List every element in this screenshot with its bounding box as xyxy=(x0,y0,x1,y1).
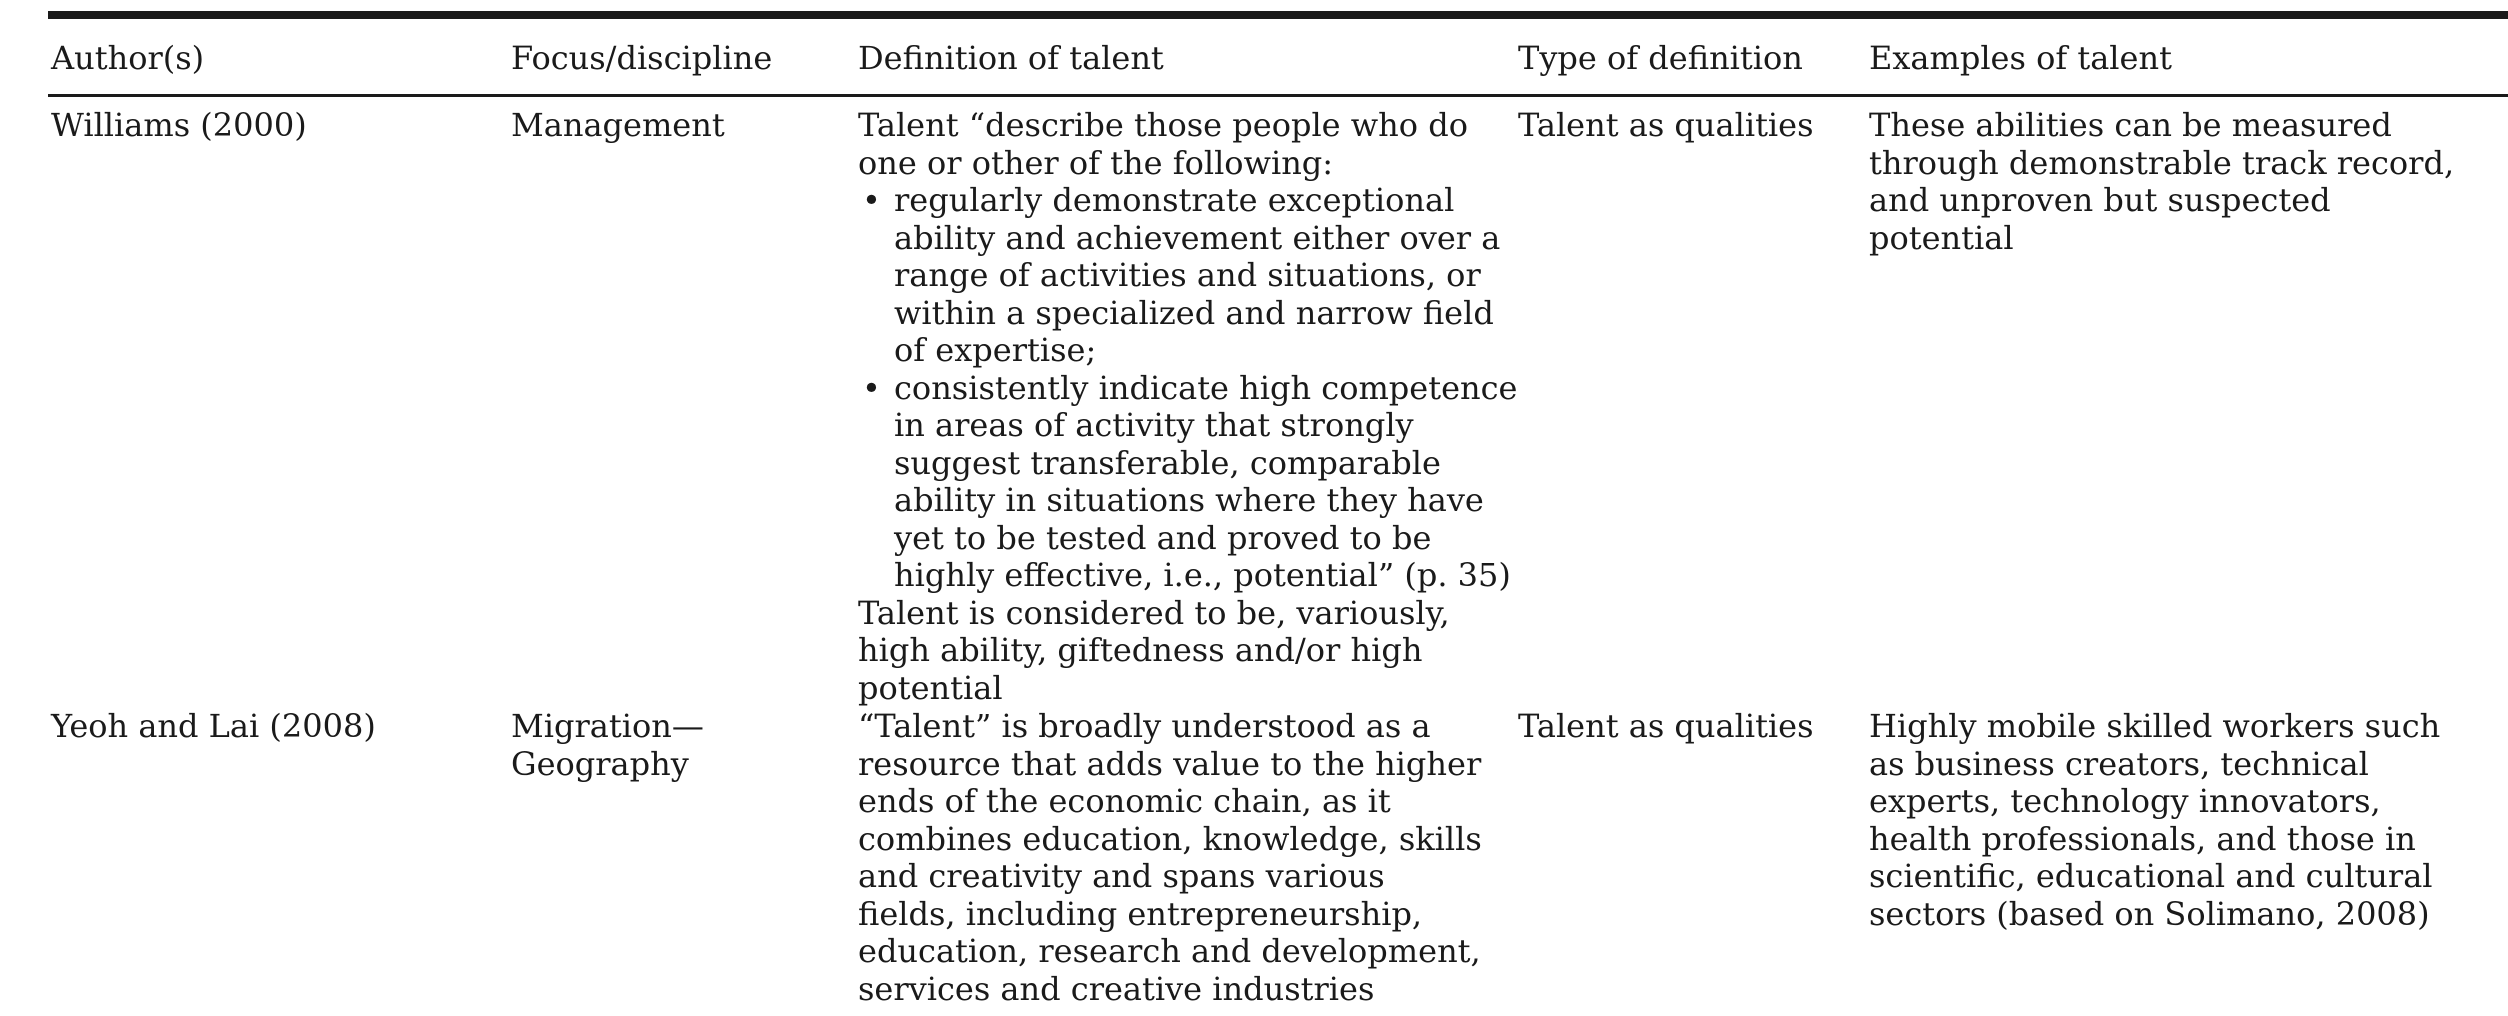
definition-line: education, research and development, xyxy=(858,932,1481,970)
row-1-definition xyxy=(858,107,1517,707)
definition-line: fields, including entrepreneurship, xyxy=(858,894,1423,933)
definition-line: consistently indicate high competence xyxy=(894,368,1518,407)
examples-line: as business creators, technical xyxy=(1869,744,2369,783)
bullet-marker: • xyxy=(862,181,881,219)
header-type: Type of definition xyxy=(1518,39,1803,77)
row-2-definition xyxy=(858,708,1482,1008)
row-1-focus-line: Management xyxy=(511,106,725,144)
examples-line: scientific, educational and cultural xyxy=(1869,857,2433,895)
definition-line: suggest transferable, comparable xyxy=(894,443,1441,482)
definition-line: regularly demonstrate exceptional xyxy=(894,181,1455,219)
table-header-rule xyxy=(48,94,2508,97)
definition-line: services and creative industries xyxy=(858,969,1375,1008)
examples-line: Highly mobile skilled workers such xyxy=(1869,707,2441,745)
row-2-author: Yeoh and Lai (2008) xyxy=(51,707,376,745)
row-2-focus xyxy=(511,708,704,783)
examples-line: and unproven but suspected xyxy=(1869,181,2331,219)
row-2-type: Talent as qualities xyxy=(1518,707,1814,745)
definition-line: ability in situations where they have xyxy=(894,481,1484,519)
examples-line: potential xyxy=(1869,218,2014,257)
table-top-rule xyxy=(48,11,2508,19)
row-1-definition-intro xyxy=(858,107,1517,182)
definition-line: potential xyxy=(858,668,1003,707)
definition-line: Talent is considered to be, variously, xyxy=(858,593,1450,632)
row-1-examples xyxy=(1869,107,2454,257)
definition-bullet-item xyxy=(858,370,1517,595)
examples-line: experts, technology innovators, xyxy=(1869,782,2381,820)
definition-line: within a specialized and narrow field xyxy=(894,293,1494,332)
bullet-marker: • xyxy=(862,368,881,407)
definition-line: yet to be tested and proved to be xyxy=(894,518,1432,557)
definition-line: one or other of the following: xyxy=(858,143,1334,182)
definition-bullet-item xyxy=(858,182,1517,370)
definition-line: highly effective, i.e., potential” (p. 35) xyxy=(894,556,1511,594)
header-focus: Focus/discipline xyxy=(511,39,773,77)
row-1-author: Williams (2000) xyxy=(51,106,307,144)
row-1-definition-outro xyxy=(858,595,1517,708)
definition-line: high ability, giftedness and/or high xyxy=(858,631,1423,669)
examples-line: sectors (based on Solimano, 2008) xyxy=(1869,894,2430,933)
focus-line: Geography xyxy=(511,744,689,783)
row-2-examples xyxy=(1869,708,2440,933)
focus-line: Migration— xyxy=(511,707,704,745)
definition-line: range of activities and situations, or xyxy=(894,256,1481,294)
header-author: Author(s) xyxy=(51,39,205,77)
definition-line: combines education, knowledge, skills xyxy=(858,819,1482,858)
examples-line: through demonstrable track record, xyxy=(1869,143,2455,182)
examples-line: These abilities can be measured xyxy=(1869,106,2392,144)
definition-line: Talent “describe those people who do xyxy=(858,106,1468,144)
definition-line: resource that adds value to the higher xyxy=(858,744,1482,783)
definition-line: in areas of activity that strongly xyxy=(894,406,1414,444)
row-1-definition-bullets xyxy=(858,182,1517,595)
header-definition: Definition of talent xyxy=(858,39,1164,77)
definition-line: “Talent” is broadly understood as a xyxy=(858,707,1431,745)
definition-line: and creativity and spans various xyxy=(858,857,1385,895)
definition-line: ability and achievement either over a xyxy=(894,218,1501,257)
row-1-type: Talent as qualities xyxy=(1518,106,1814,144)
row-1-focus xyxy=(511,107,725,145)
header-examples: Examples of talent xyxy=(1869,39,2172,77)
definition-line: ends of the economic chain, as it xyxy=(858,782,1391,820)
examples-line: health professionals, and those in xyxy=(1869,819,2416,858)
definition-line: of expertise; xyxy=(894,331,1097,369)
